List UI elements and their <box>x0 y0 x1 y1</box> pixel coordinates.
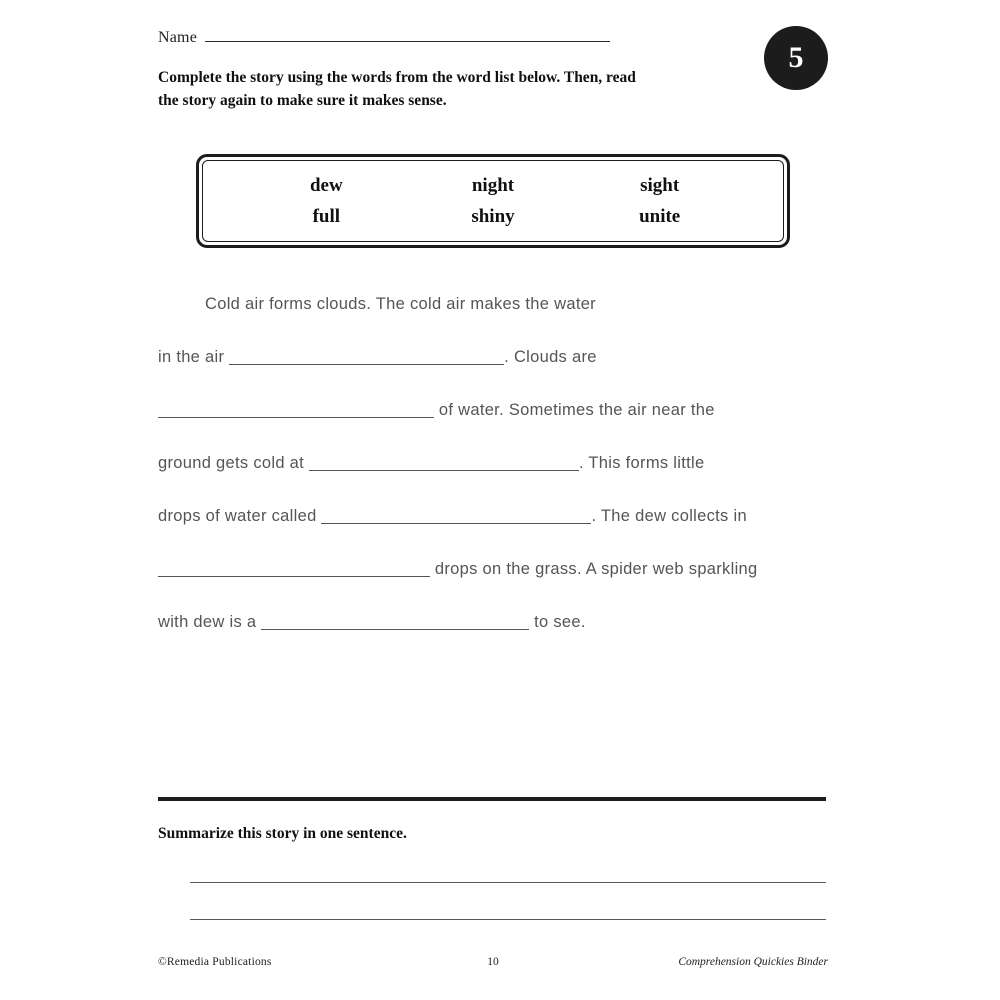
story-text: Cold air forms clouds. The cold air makes the water <box>205 295 596 313</box>
name-row <box>158 26 610 47</box>
story-text: . Clouds are <box>504 348 597 366</box>
footer-publisher: ©Remedia Publications <box>158 956 272 968</box>
word-list-item: shiny <box>471 205 515 227</box>
story-line <box>158 560 848 613</box>
story-text: to see. <box>529 613 586 631</box>
fill-in-blank[interactable] <box>158 563 430 577</box>
word-list-item: full <box>312 205 341 227</box>
story-line <box>158 401 848 454</box>
word-list-item: night <box>471 174 515 196</box>
name-label: Name <box>158 29 198 46</box>
fill-in-blank[interactable] <box>321 510 591 524</box>
section-divider <box>158 797 826 801</box>
instructions-line-2: the story again to make sure it makes sense. <box>158 92 447 109</box>
story-line <box>158 613 848 666</box>
story-text: . This forms little <box>578 454 705 472</box>
story-line <box>158 348 848 401</box>
story <box>158 295 848 666</box>
summary-answer-line[interactable] <box>190 846 826 883</box>
summary-answer-line[interactable] <box>190 883 826 920</box>
badge-number: 5 <box>788 41 804 74</box>
fill-in-blank[interactable] <box>261 616 529 630</box>
footer-book-title: Comprehension Quickies Binder <box>678 956 828 968</box>
word-list <box>202 160 784 242</box>
summary-answer-area <box>190 846 826 920</box>
instructions <box>158 66 758 112</box>
fill-in-blank[interactable] <box>158 404 434 418</box>
story-text: drops on the grass. A spider web sparkling <box>430 560 758 578</box>
page-number-badge <box>764 26 828 90</box>
word-list-item: dew <box>309 174 343 196</box>
story-text: ground gets cold at <box>158 454 309 472</box>
footer-page-number: 10 <box>487 956 499 968</box>
fill-in-blank[interactable] <box>309 457 579 471</box>
fill-in-blank[interactable] <box>229 351 504 365</box>
name-input-line[interactable] <box>205 26 610 42</box>
story-text: in the air <box>158 348 230 366</box>
story-text: of water. Sometimes the air near the <box>434 401 715 419</box>
story-text: with dew is a <box>158 613 262 631</box>
story-text: drops of water called <box>158 507 322 525</box>
instructions-line-1: Complete the story using the words from the word list below. Then, read <box>158 69 636 86</box>
story-text: . The dew collects in <box>591 507 747 525</box>
summary-prompt: Summarize this story in one sentence. <box>158 825 407 842</box>
story-line <box>158 507 848 560</box>
word-list-item: unite <box>639 205 681 227</box>
word-list-item: sight <box>640 174 680 196</box>
word-list-box <box>196 154 790 248</box>
story-line <box>158 295 848 348</box>
story-line <box>158 454 848 507</box>
